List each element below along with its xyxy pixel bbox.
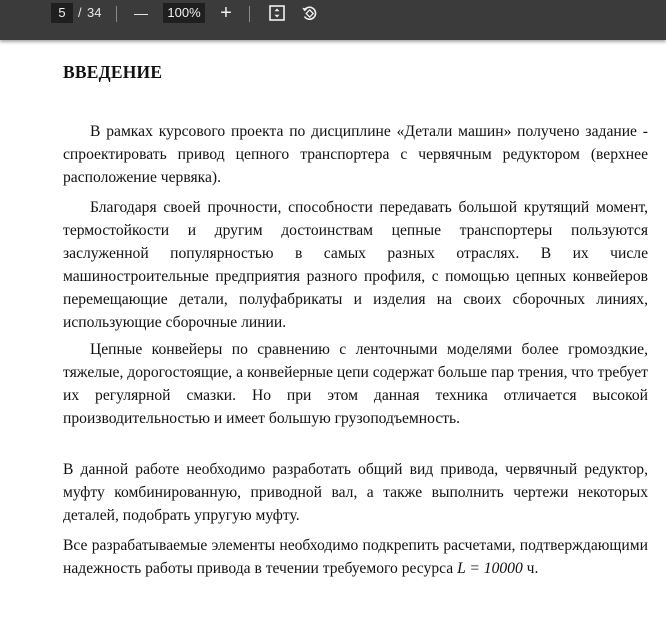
- paragraph-2: Благодаря своей прочности, способности передавать большой крутящий момент, термостойкости и другим достоинствам цепные транспортеры пользуются заслуженной популярностью в самых разных отраслях. В их числе машиностроительные предприятия разного профиля, с помощью цепных конвейеров перемещающие детали, полуфабрикаты и изделия на своих сборочных линиях, использующие сборочные линии.: [63, 199, 648, 331]
- resource-unit: ч.: [526, 560, 539, 577]
- minus-icon: —: [134, 5, 148, 21]
- document-page: [0, 40, 666, 638]
- page-number-input[interactable]: 5: [51, 3, 73, 23]
- toolbar-divider: [116, 6, 117, 22]
- toolbar-divider: [249, 6, 250, 22]
- fit-page-icon: [268, 4, 286, 22]
- paragraph-5-text: Все разрабатываемые элементы необходимо подкрепить расчетами, подтверждающими надежность работы привода в течении требуемого ресурса: [63, 537, 648, 577]
- paragraph-3: Цепные конвейеры по сравнению с ленточными моделями более громоздкие, тяжелые, дорогостоящие, а конвейерные цепи содержат больше пар трения, что требует их регулярной смазки. Но при этом данная техника отличается высокой производительностью и имеет большую грузоподъемность.: [63, 341, 648, 427]
- zoom-out-button[interactable]: [130, 2, 152, 24]
- paragraph-4: В данной работе необходимо разработать общий вид привода, червячный редуктор, муфту комбинированную, приводной вал, а также выполнить чертежи некоторых деталей, подобрать упругую муфту.: [63, 461, 648, 524]
- rotate-icon: [300, 4, 318, 22]
- zoom-level-input[interactable]: 100%: [163, 3, 205, 23]
- fit-page-button[interactable]: [266, 2, 288, 24]
- resource-formula: L = 10000: [457, 560, 523, 577]
- page-separator: /: [78, 5, 82, 20]
- zoom-in-button[interactable]: [215, 2, 237, 24]
- rotate-button[interactable]: [298, 2, 320, 24]
- total-pages: 34: [87, 5, 102, 20]
- paragraph-1: В рамках курсового проекта по дисциплине «Детали машин» получено задание - спроектировать привод цепного транспортера с червячным редуктором (верхнее расположение червяка).: [63, 123, 648, 186]
- plus-icon: +: [220, 2, 232, 24]
- paragraph-5: [63, 534, 648, 580]
- page-heading: ВВЕДЕНИЕ: [63, 62, 163, 82]
- pdf-toolbar: [0, 0, 666, 40]
